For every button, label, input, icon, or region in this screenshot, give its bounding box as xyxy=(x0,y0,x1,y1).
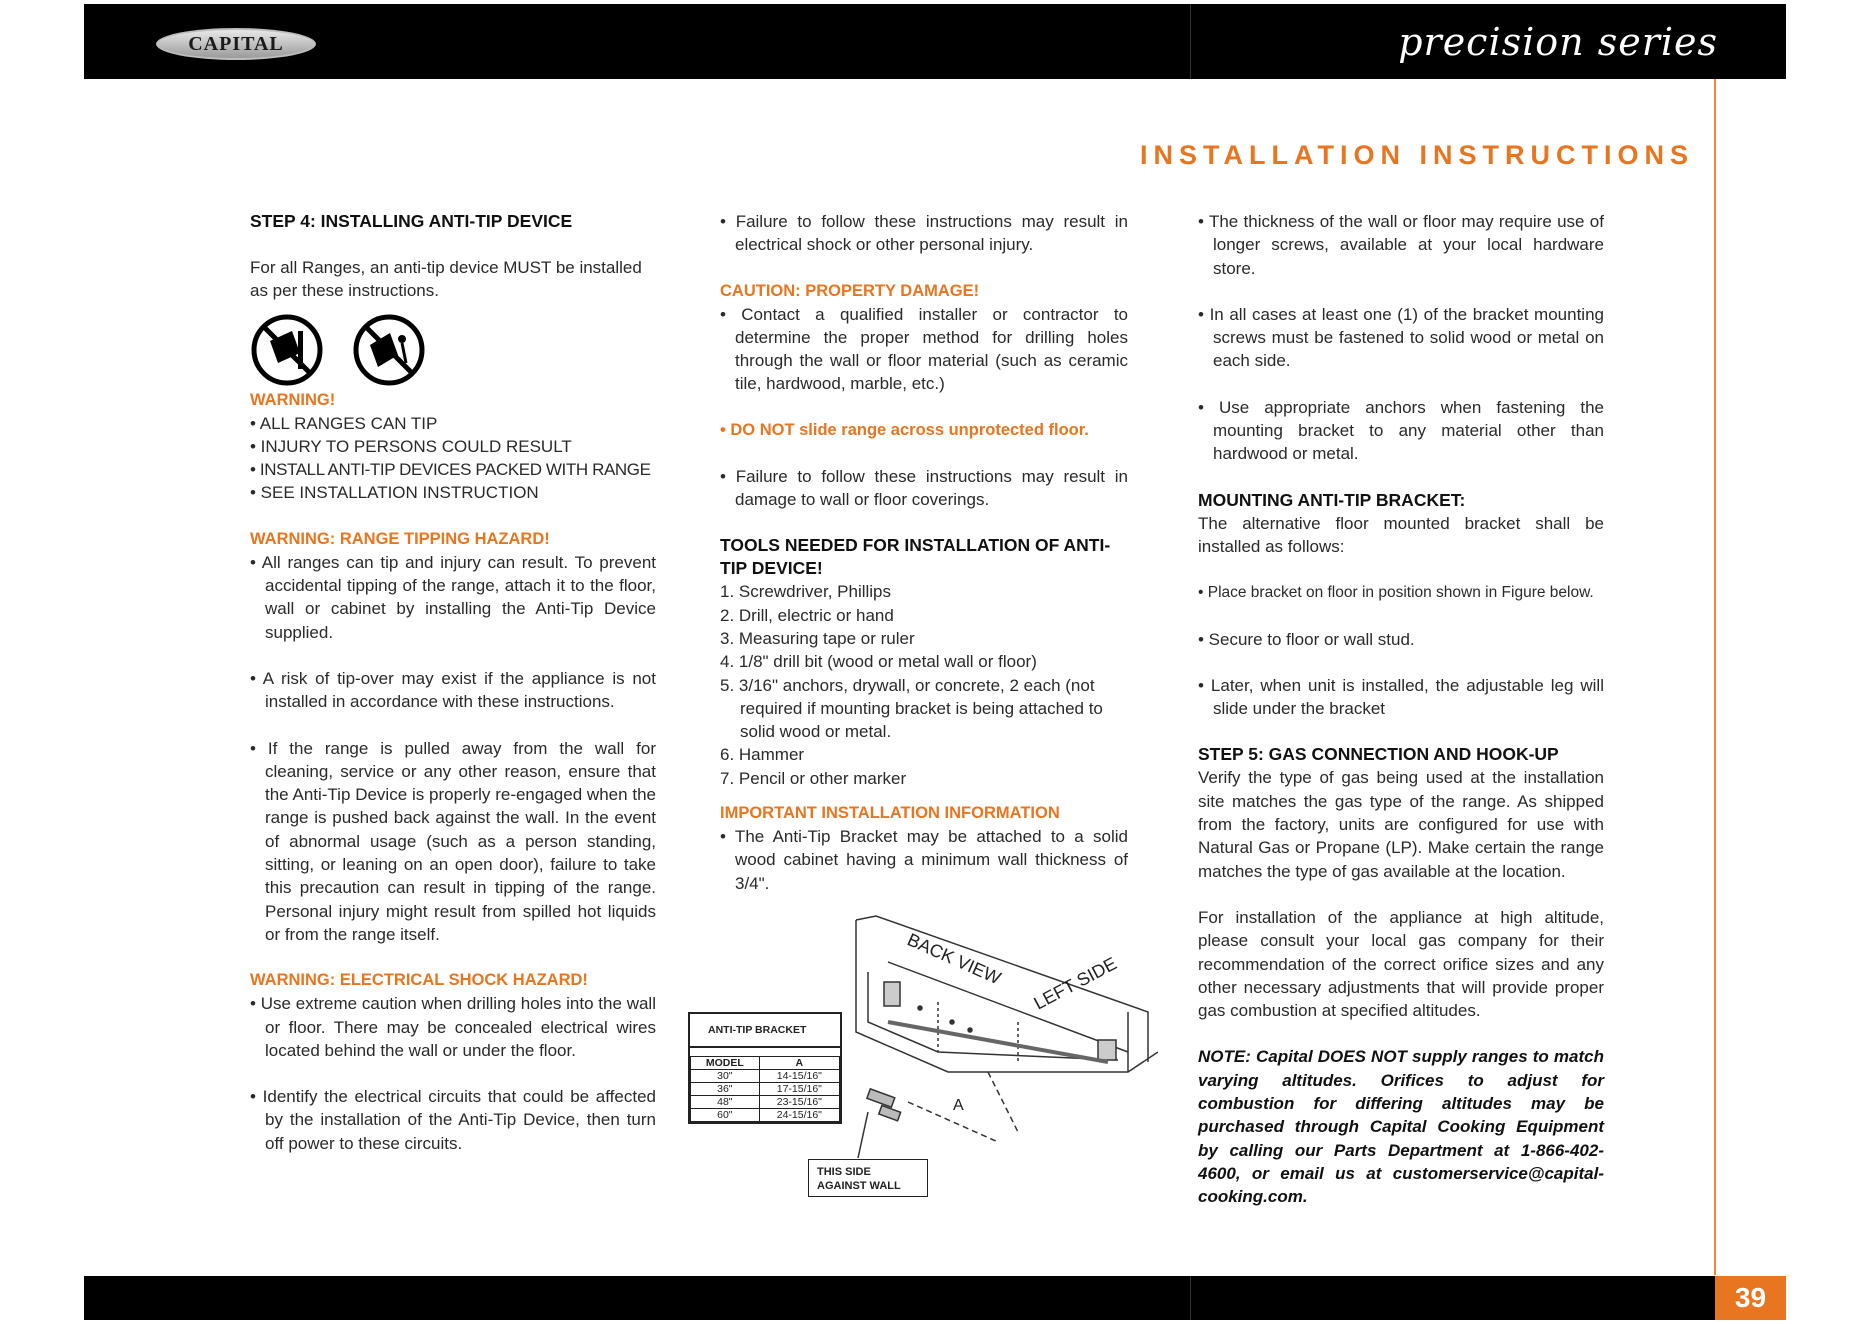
anti-tip-bracket-figure xyxy=(688,912,1158,1204)
mounting-item: • Secure to floor or wall stud. xyxy=(1198,629,1415,649)
table-row xyxy=(691,1070,840,1083)
table-row xyxy=(691,1109,840,1122)
table-header: MODEL xyxy=(691,1057,760,1070)
warning-item: • SEE INSTALLATION INSTRUCTION xyxy=(250,483,539,503)
do-not-slide-warning: • DO NOT slide range across unprotected floor. xyxy=(720,420,1089,439)
dimension-cell: 17-15/16" xyxy=(759,1083,839,1096)
wall-label-line: THIS SIDE xyxy=(817,1166,871,1178)
tipping-hazard-item: • A risk of tip-over may exist if the appliance is not installed in accordance with these instructions. xyxy=(250,668,656,712)
mounting-item: • Place bracket on floor in position shown in Figure below. xyxy=(1198,584,1594,602)
dimension-a-label: A xyxy=(953,1097,964,1114)
no-tip-person-icon xyxy=(352,313,426,387)
model-cell: 48" xyxy=(691,1096,760,1109)
warning-item: • ALL RANGES CAN TIP xyxy=(250,413,438,433)
page-number xyxy=(1715,1276,1786,1320)
no-tip-wall-icon xyxy=(250,313,324,387)
failure-note: • Failure to follow these instructions may result in damage to wall or floor coverings. xyxy=(720,466,1128,510)
screw-note: • In all cases at least one (1) of the bracket mounting screws must be fastened to solid wood or metal on each side. xyxy=(1198,304,1604,371)
page-number-text: 39 xyxy=(1734,1282,1767,1313)
caution-title: CAUTION: PROPERTY DAMAGE! xyxy=(720,281,980,300)
altitude-note: NOTE: Capital DOES NOT supply ranges to match varying altitudes. Orifices to adjust for combustion for differing altitudes may be purchased through Capital Cooking Equipment by calling our Parts Department at 1-866-402-4600, or email us at customerservice@capital-cooking.com. xyxy=(1198,1047,1604,1207)
tool-item: 3. Measuring tape or ruler xyxy=(720,628,915,648)
column-left xyxy=(250,210,656,1155)
model-cell: 30" xyxy=(691,1070,760,1083)
warning-item: • INJURY TO PERSONS COULD RESULT xyxy=(250,436,572,456)
screw-note: • The thickness of the wall or floor may require use of longer screws, available at your local hardware store. xyxy=(1198,212,1604,278)
caution-item: • Contact a qualified installer or contractor to determine the proper method for drilling holes through the wall or floor material (such as ceramic tile, hardwood, marble, etc.) xyxy=(720,304,1128,394)
electrical-hazard-item: • Identify the electrical circuits that could be affected by the installation of the Anti-Tip Device, then turn off power to these circuits. xyxy=(250,1087,656,1153)
logo-text: CAPITAL xyxy=(188,32,284,55)
wall-label-line: AGAINST WALL xyxy=(817,1180,901,1192)
tipping-hazard-title: WARNING: RANGE TIPPING HAZARD! xyxy=(250,529,550,548)
step5-paragraph: Verify the type of gas being used at the installation site matches the gas type of the range. As shipped from the factory, units are configured for use with Natural Gas or Propane (LP). Make certain the range matches the type of gas available at the location. xyxy=(1198,768,1604,881)
wall-side-callout xyxy=(808,1159,928,1197)
column-middle xyxy=(720,210,1128,895)
screw-note: • Use appropriate anchors when fastening the mounting bracket to any material other than hardwood or metal. xyxy=(1198,397,1604,464)
tipping-hazard-item: • All ranges can tip and injury can result. To prevent accidental tipping of the range, attach it to the floor, wall or cabinet by installing the Anti-Tip Device supplied. xyxy=(250,552,656,642)
step5-paragraph: For installation of the appliance at high altitude, please consult your local gas company for their recommendation of the correct orifice sizes and any other necessary adjustments that will provide proper gas combustion at specified altitudes. xyxy=(1198,907,1604,1021)
dimension-cell: 24-15/16" xyxy=(759,1109,839,1122)
dimension-cell: 14-15/16" xyxy=(759,1070,839,1083)
back-view-label: BACK VIEW xyxy=(904,929,1004,989)
model-cell: 60" xyxy=(691,1109,760,1122)
failure-note: • Failure to follow these instructions may result in electrical shock or other personal injury. xyxy=(720,212,1128,255)
tipping-hazard-item: • If the range is pulled away from the wall for cleaning, service or any other reason, ensure that the Anti-Tip Device is properly re-engaged when the range is pushed back against the wall. In the event of abnormal usage (such as a person standing, sitting, or leaning on an open door), failure to take this precaution can result in tipping of the range. Personal injury might result from spilled hot liquids or from the range itself. xyxy=(250,738,656,944)
mounting-item: • Later, when unit is installed, the adjustable leg will slide under the bracket xyxy=(1198,675,1604,719)
tool-item: 1. Screwdriver, Phillips xyxy=(720,582,892,602)
warning-item: • INSTALL ANTI-TIP DEVICES PACKED WITH RANGE xyxy=(250,460,651,480)
mounting-intro: The alternative floor mounted bracket shall be installed as follows: xyxy=(1198,513,1604,556)
warning-title: WARNING! xyxy=(250,390,336,409)
table-header: A xyxy=(759,1057,839,1070)
capital-logo xyxy=(156,28,316,60)
section-title: INSTALLATION INSTRUCTIONS xyxy=(1140,140,1694,170)
step4-intro: For all Ranges, an anti-tip device MUST be installed as per these instructions. xyxy=(250,258,642,301)
tool-item: 6. Hammer xyxy=(720,745,805,765)
footer-divider xyxy=(1190,1276,1191,1320)
anti-tip-bracket-table xyxy=(688,1012,842,1124)
tool-item: 7. Pencil or other marker xyxy=(720,768,907,788)
header-bar xyxy=(84,4,1786,79)
footer-bar xyxy=(84,1276,1786,1320)
table-row xyxy=(691,1096,840,1109)
bracket-table-title: ANTI-TIP BRACKET xyxy=(690,1014,840,1048)
model-cell: 36" xyxy=(691,1083,760,1096)
table-row xyxy=(691,1083,840,1096)
tool-item: 2. Drill, electric or hand xyxy=(720,605,894,625)
left-side-label: LEFT SIDE xyxy=(1030,953,1120,1014)
electrical-hazard-item: • Use extreme caution when drilling holes into the wall or floor. There may be concealed electrical wires located behind the wall or under the floor. xyxy=(250,994,656,1060)
important-info-title: IMPORTANT INSTALLATION INFORMATION xyxy=(720,804,1060,823)
electrical-hazard-title: WARNING: ELECTRICAL SHOCK HAZARD! xyxy=(250,971,588,990)
warning-icons xyxy=(250,313,656,387)
orange-vertical-rule xyxy=(1714,79,1716,1275)
column-right xyxy=(1198,210,1604,1209)
important-info-item: • The Anti-Tip Bracket may be attached to a solid wood cabinet having a minimum wall thickness of 3/4". xyxy=(720,827,1128,893)
dimension-cell: 23-15/16" xyxy=(759,1096,839,1109)
tool-item: 4. 1/8" drill bit (wood or metal wall or floor) xyxy=(720,652,1037,672)
tools-heading: TOOLS NEEDED FOR INSTALLATION OF ANTI-TIP DEVICE! xyxy=(720,535,1111,579)
brand-title: precision series xyxy=(1398,20,1718,64)
step5-heading: STEP 5: GAS CONNECTION AND HOOK-UP xyxy=(1198,744,1559,765)
step4-heading: STEP 4: INSTALLING ANTI-TIP DEVICE xyxy=(250,211,573,231)
header-divider xyxy=(1190,4,1191,79)
tool-item: 5. 3/16" anchors, drywall, or concrete, 2 each (not required if mounting bracket is being attached to solid wood or metal. xyxy=(720,675,1103,742)
mounting-heading: MOUNTING ANTI-TIP BRACKET: xyxy=(1198,489,1466,510)
